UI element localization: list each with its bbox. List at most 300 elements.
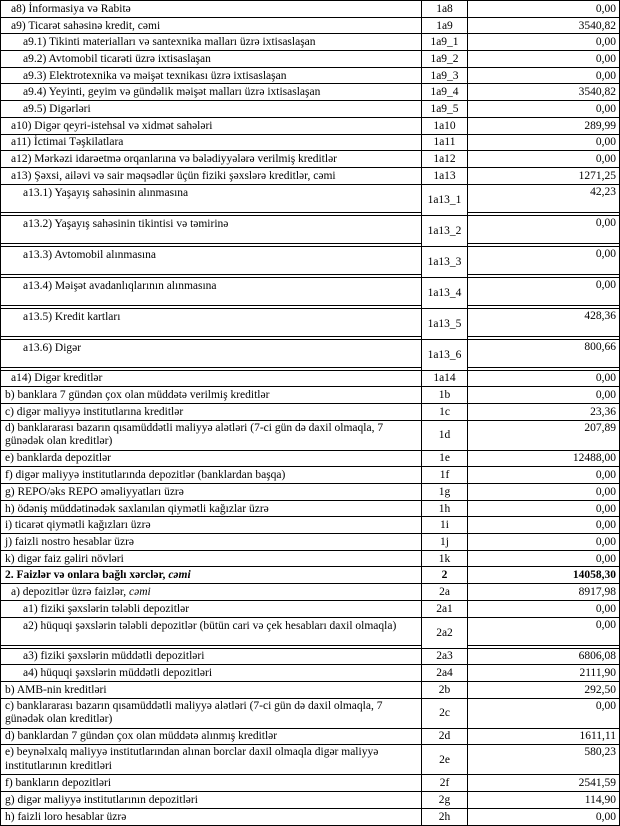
row-label-main: a9.3) Elektrotexnika və məişət texnikası üzrə ixtisaslaşan <box>23 69 287 82</box>
table-row <box>1 451 619 468</box>
row-code: 2f <box>422 775 468 791</box>
row-value-text: 0,00 <box>595 519 616 532</box>
row-label-main: a13.4) Məişət avadanlıqlarının alınmasına <box>23 279 217 292</box>
row-spacer-rule <box>1 274 421 277</box>
row-value <box>468 101 619 117</box>
row-code: 1a8 <box>422 1 468 17</box>
row-label <box>1 745 422 774</box>
row-label-text <box>5 700 419 727</box>
row-value <box>468 404 619 420</box>
row-value-text: 0,00 <box>595 247 616 260</box>
row-code: 2d <box>422 729 468 745</box>
table-row <box>1 501 619 518</box>
row-value-text: 14058,30 <box>572 569 616 582</box>
row-label <box>1 467 422 483</box>
table-row <box>1 699 619 729</box>
row-value <box>468 484 619 500</box>
row-label <box>1 404 422 420</box>
row-value <box>468 185 619 215</box>
row-label-text <box>11 153 337 165</box>
table-row <box>1 551 619 568</box>
row-label <box>1 484 422 500</box>
table-row <box>1 421 619 451</box>
row-value-text: 0,00 <box>595 618 616 631</box>
row-code: 1a14 <box>422 371 468 387</box>
row-label <box>1 682 422 698</box>
row-label <box>1 309 422 339</box>
row-label <box>1 534 422 550</box>
table-row <box>1 34 619 51</box>
row-spacer-rule <box>468 336 619 339</box>
row-value <box>468 551 619 567</box>
row-value-text: 0,00 <box>595 699 616 712</box>
row-code: 1h <box>422 501 468 517</box>
table-row <box>1 118 619 135</box>
row-label-main: a9.1) Tikinti materialları və santexnika malları üzrə ixtisaslaşan <box>23 36 316 49</box>
row-value-text: 0,00 <box>595 278 616 291</box>
row-code: 1a13_2 <box>422 216 468 246</box>
row-label-text <box>5 777 111 789</box>
row-value <box>468 682 619 698</box>
row-value <box>468 118 619 134</box>
row-label <box>1 649 422 665</box>
row-value <box>468 18 619 34</box>
row-code: 2e <box>422 745 468 774</box>
row-code: 2c <box>422 699 468 728</box>
table-row <box>1 340 619 371</box>
row-value <box>468 340 619 370</box>
row-label <box>1 135 422 151</box>
table-row <box>1 649 619 666</box>
row-label <box>1 51 422 67</box>
row-label <box>1 371 422 387</box>
row-value-text: 0,00 <box>595 389 616 402</box>
row-code: 1a13_4 <box>422 278 468 308</box>
row-label-main: a9.5) Digərləri <box>23 102 91 115</box>
table-row <box>1 729 619 746</box>
table-row <box>1 584 619 601</box>
row-label-text <box>5 569 191 581</box>
table-row <box>1 387 619 404</box>
row-label-text <box>23 36 316 48</box>
row-spacer-rule <box>1 243 421 246</box>
row-label-text <box>23 280 217 292</box>
row-label-main: c) digər maliyyə institutlarına kreditlər <box>5 405 184 418</box>
row-value <box>468 665 619 681</box>
row-label <box>1 665 422 681</box>
row-value-text: 1611,11 <box>579 730 616 743</box>
row-value <box>468 451 619 467</box>
row-label-main: a11) İctimai Təşkilatlara <box>11 136 124 149</box>
table-row <box>1 18 619 35</box>
row-label-text <box>5 746 419 773</box>
row-code: 2a <box>422 584 468 600</box>
row-label-main: a12) Mərkəzi idarəetmə orqanlarına və bələdiyyələrə verilmiş kreditlər <box>11 153 337 166</box>
row-label-text <box>5 519 151 531</box>
table-row <box>1 371 619 388</box>
row-label-main: a13.5) Kredit kartları <box>23 310 121 323</box>
row-value-text: 0,00 <box>595 602 616 615</box>
row-spacer-rule <box>468 212 619 215</box>
row-label-text <box>23 249 156 261</box>
row-code: 1c <box>422 404 468 420</box>
table-row <box>1 247 619 278</box>
row-label-italic: cəmi <box>128 585 151 598</box>
table-row <box>1 404 619 421</box>
row-value <box>468 151 619 167</box>
table-row <box>1 68 619 85</box>
row-label <box>1 101 422 117</box>
row-value-text: 12488,00 <box>572 452 616 465</box>
row-value <box>468 371 619 387</box>
row-code: 2a3 <box>422 649 468 665</box>
row-label-text <box>23 311 120 323</box>
table-row <box>1 216 619 247</box>
row-value <box>468 51 619 67</box>
row-code: 1a13_5 <box>422 309 468 339</box>
row-value-text: 0,00 <box>595 153 616 166</box>
row-code: 1a9_2 <box>422 51 468 67</box>
row-label-main: a1) fiziki şəxslərin tələbli depozitlər <box>23 602 190 615</box>
row-label-main: a4) hüquqi şəxslərin müddətli depozitləri <box>23 667 213 680</box>
row-label-text <box>11 586 151 598</box>
row-spacer-rule <box>1 305 421 308</box>
row-code: 2g <box>422 792 468 808</box>
row-value <box>468 584 619 600</box>
row-code: 1a13_6 <box>422 340 468 370</box>
table-row <box>1 135 619 152</box>
row-spacer-rule <box>468 645 619 648</box>
row-label-text <box>5 684 107 696</box>
row-label-main: b) banklara 7 gündən çox olan müddətə verilmiş kreditlər <box>5 389 270 402</box>
row-value <box>468 729 619 745</box>
table-row <box>1 484 619 501</box>
row-label <box>1 551 422 567</box>
row-value-text: 2541,59 <box>578 777 616 790</box>
row-label-text <box>5 452 111 464</box>
table-row <box>1 775 619 792</box>
row-value <box>468 309 619 339</box>
row-label-main: e) banklarda depozitlər <box>5 452 111 465</box>
row-label-text <box>11 120 213 132</box>
table-row <box>1 618 619 649</box>
table-row <box>1 101 619 118</box>
row-value <box>468 1 619 17</box>
row-value <box>468 775 619 791</box>
row-code: 1j <box>422 534 468 550</box>
row-label-text <box>11 170 336 182</box>
row-label-text <box>11 20 160 32</box>
row-label <box>1 421 422 450</box>
row-label-text <box>23 103 91 115</box>
table-row <box>1 665 619 682</box>
row-label <box>1 584 422 600</box>
row-value-text: 0,00 <box>595 372 616 385</box>
row-label <box>1 501 422 517</box>
row-label-text <box>5 503 269 515</box>
row-label-main: a13.2) Yaşayış sahəsinin tikintisi və təmirinə <box>23 217 229 230</box>
row-value-text: 428,36 <box>584 309 616 322</box>
row-value <box>468 387 619 403</box>
row-label-main: 2. Faizlər və onlara bağlı xərclər, <box>5 569 169 582</box>
table-row <box>1 682 619 699</box>
table-row <box>1 467 619 484</box>
row-value <box>468 809 619 826</box>
row-value <box>468 278 619 308</box>
row-spacer-rule <box>468 367 619 370</box>
row-value <box>468 601 619 617</box>
row-label <box>1 601 422 617</box>
row-label-text <box>5 794 198 806</box>
row-code: 2h <box>422 809 468 826</box>
row-label <box>1 34 422 50</box>
row-code: 1k <box>422 551 468 567</box>
table-row <box>1 84 619 101</box>
row-value-text: 0,00 <box>595 485 616 498</box>
row-label-text <box>23 342 81 354</box>
row-label-main: a13.3) Avtomobil alınmasına <box>23 248 156 261</box>
row-label-main: a9.2) Avtomobil ticarəti üzrə ixtisaslaşan <box>23 52 211 65</box>
row-label-text <box>23 86 320 98</box>
row-value-text: 207,89 <box>584 421 616 434</box>
row-value <box>468 567 619 583</box>
table-row <box>1 151 619 168</box>
row-value <box>468 792 619 808</box>
row-value <box>468 168 619 184</box>
row-label-main: g) digər maliyyə institutlarının depozitləri <box>5 793 198 806</box>
row-code: 1a13 <box>422 168 468 184</box>
row-value-text: 0,00 <box>595 535 616 548</box>
row-label-text <box>5 469 285 481</box>
row-label <box>1 809 422 826</box>
row-label-text <box>11 136 123 148</box>
row-value <box>468 534 619 550</box>
row-label-text <box>23 53 211 65</box>
row-value <box>468 501 619 517</box>
row-value-text: 289,99 <box>584 119 616 132</box>
row-code: 2a4 <box>422 665 468 681</box>
table-row <box>1 745 619 775</box>
row-label-text <box>5 730 277 742</box>
row-label-italic: cəmi <box>168 569 191 582</box>
row-label-main: a) depozitlər üzrə faizlər, <box>11 585 129 598</box>
row-value <box>468 745 619 774</box>
row-value-text: 0,00 <box>595 502 616 515</box>
table-row <box>1 567 619 584</box>
row-code: 2b <box>422 682 468 698</box>
row-code: 1a9_1 <box>422 34 468 50</box>
row-label-main: a13) Şəxsi, ailəvi və sair məqsədlər üçün fiziki şəxslərə kreditlər, cəmi <box>11 169 336 182</box>
row-label-text <box>11 372 102 384</box>
row-label-text <box>5 811 126 823</box>
row-value-text: 0,00 <box>595 36 616 49</box>
row-spacer-rule <box>1 645 421 648</box>
row-label-main: k) digər faiz gəliri növləri <box>5 552 124 565</box>
row-label-text <box>23 218 228 230</box>
row-label <box>1 185 422 215</box>
row-label-main: a14) Digər kreditlər <box>11 372 103 385</box>
row-spacer-rule <box>1 212 421 215</box>
row-label <box>1 247 422 277</box>
row-value-text: 0,00 <box>595 552 616 565</box>
row-label <box>1 1 422 17</box>
row-label <box>1 68 422 84</box>
row-code: 1e <box>422 451 468 467</box>
row-label-main: d) banklararası bazarın qısamüddətli maliyyə alətləri (7-ci gün də daxil olmaqla, 7 günədək olan kreditlər) <box>5 421 384 448</box>
row-value-text: 0,00 <box>595 52 616 65</box>
row-label-main: a13.1) Yaşayış sahəsinin alınmasına <box>23 186 189 199</box>
row-label-main: e) beynəlxalq maliyyə institutlarından alınan borclar daxil olmaqla digər maliyyə institutlarının kreditləri <box>5 746 379 772</box>
row-label-main: a3) fiziki şəxslərin müddətli depozitləri <box>23 650 205 663</box>
row-label-main: a9) Ticarət sahəsinə kredit, cəmi <box>11 19 161 32</box>
row-label <box>1 340 422 370</box>
row-value-text: 3540,82 <box>578 86 616 99</box>
row-label <box>1 618 422 648</box>
row-label-text <box>23 620 396 632</box>
row-label-main: i) ticarət qiymətli kağızları üzrə <box>5 519 151 532</box>
row-code: 1a9 <box>422 18 468 34</box>
row-label <box>1 118 422 134</box>
row-label <box>1 451 422 467</box>
table-row <box>1 309 619 340</box>
row-code: 1d <box>422 421 468 450</box>
row-value-text: 580,23 <box>584 746 616 759</box>
row-value <box>468 517 619 533</box>
row-value <box>468 618 619 648</box>
row-code: 1a9_4 <box>422 84 468 100</box>
row-value-text: 0,00 <box>595 102 616 115</box>
row-label-main: c) banklararası bazarın qısamüddətli maliyyə alətləri (7-ci gün də daxil olmaqla, 7 günədək olan kreditlər) <box>5 699 383 726</box>
row-value-text: 3540,82 <box>578 19 616 32</box>
row-code: 1f <box>422 467 468 483</box>
row-label <box>1 699 422 728</box>
row-value-text: 0,00 <box>595 216 616 229</box>
row-value-text: 292,50 <box>584 683 616 696</box>
row-label-text <box>5 486 184 498</box>
row-label-text <box>5 536 134 548</box>
row-label <box>1 168 422 184</box>
table-row <box>1 601 619 618</box>
row-label-text <box>23 603 189 615</box>
row-value-text: 1271,25 <box>578 169 616 182</box>
row-value-text: 23,36 <box>590 405 616 418</box>
table-row <box>1 517 619 534</box>
row-label-main: j) faizli nostro hesablar üzrə <box>5 535 134 548</box>
row-label-main: a10) Digər qeyri-istehsal və xidmət sahələri <box>11 119 213 132</box>
row-label-main: a13.6) Digər <box>23 341 82 354</box>
row-label <box>1 387 422 403</box>
row-value-text: 114,90 <box>584 793 616 806</box>
row-label <box>1 775 422 791</box>
row-value <box>468 699 619 728</box>
row-value-text: 0,00 <box>595 2 616 15</box>
row-value-text: 6806,08 <box>578 650 616 663</box>
row-label-main: b) AMB-nin kreditləri <box>5 683 107 696</box>
table-row <box>1 792 619 809</box>
row-code: 1a9_3 <box>422 68 468 84</box>
row-label <box>1 517 422 533</box>
row-value <box>468 216 619 246</box>
row-spacer-rule <box>1 336 421 339</box>
row-code: 2a1 <box>422 601 468 617</box>
row-label <box>1 84 422 100</box>
row-label <box>1 792 422 808</box>
row-code: 1a12 <box>422 151 468 167</box>
row-label-text <box>23 650 204 662</box>
row-spacer-rule <box>468 243 619 246</box>
table-row <box>1 534 619 551</box>
row-code: 1a10 <box>422 118 468 134</box>
row-label-main: d) banklardan 7 gündən çox olan müddətə alınmış kreditlər <box>5 730 278 743</box>
row-label-text <box>23 70 286 82</box>
row-label-main: g) REPO/əks REPO əməliyyatları üzrə <box>5 485 184 498</box>
row-value <box>468 649 619 665</box>
row-value <box>468 68 619 84</box>
row-value-text: 0,00 <box>595 810 616 823</box>
table-row <box>1 185 619 216</box>
row-label-text <box>5 389 269 401</box>
row-code: 1i <box>422 517 468 533</box>
row-spacer-rule <box>1 367 421 370</box>
row-code: 1a11 <box>422 135 468 151</box>
row-value <box>468 84 619 100</box>
row-label-main: a9.4) Yeyinti, geyim və gündəlik məişət malları üzrə ixtisaslaşan <box>23 86 321 99</box>
row-value <box>468 247 619 277</box>
row-value <box>468 135 619 151</box>
row-label-main: h) faizli loro hesablar üzrə <box>5 810 127 823</box>
row-value-text: 0,00 <box>595 469 616 482</box>
row-spacer-rule <box>468 305 619 308</box>
row-value-text: 2111,90 <box>579 667 616 680</box>
row-label-text <box>23 667 212 679</box>
table-row <box>1 168 619 185</box>
row-label-main: a8) İnformasiya və Rabitə <box>11 2 131 15</box>
row-label-text <box>5 406 183 418</box>
row-label-text <box>5 422 419 449</box>
row-code: 1a9_5 <box>422 101 468 117</box>
row-value-text: 0,00 <box>595 136 616 149</box>
row-label-main: f) digər maliyyə institutlarında depozitlər (banklardan başqa) <box>5 469 286 482</box>
table-row <box>1 809 619 826</box>
table-row <box>1 1 619 18</box>
row-value-text: 42,23 <box>590 185 616 198</box>
row-label-text <box>23 187 188 199</box>
row-code: 1a13_1 <box>422 185 468 215</box>
row-label-main: f) bankların depozitləri <box>5 777 112 790</box>
row-label <box>1 729 422 745</box>
row-code: 2a2 <box>422 618 468 648</box>
row-code: 2 <box>422 567 468 583</box>
row-label-main: h) ödəniş müddətinədək saxlanılan qiymətli kağızlar üzrə <box>5 502 269 515</box>
row-value <box>468 34 619 50</box>
row-value-text: 0,00 <box>595 69 616 82</box>
row-code: 1a13_3 <box>422 247 468 277</box>
row-label-main: a2) hüquqi şəxslərin tələbli depozitlər (bütün cari və çek hesabları daxil olmaqla) <box>23 619 397 632</box>
row-label-text <box>5 553 124 565</box>
row-value-text: 8917,98 <box>578 585 616 598</box>
row-label <box>1 151 422 167</box>
table-row <box>1 51 619 68</box>
row-spacer-rule <box>468 274 619 277</box>
row-label-text <box>11 3 131 15</box>
row-label <box>1 278 422 308</box>
row-code: 1g <box>422 484 468 500</box>
row-label <box>1 18 422 34</box>
table-row <box>1 278 619 309</box>
row-value-text: 800,66 <box>584 340 616 353</box>
row-label <box>1 567 422 583</box>
row-code: 1b <box>422 387 468 403</box>
